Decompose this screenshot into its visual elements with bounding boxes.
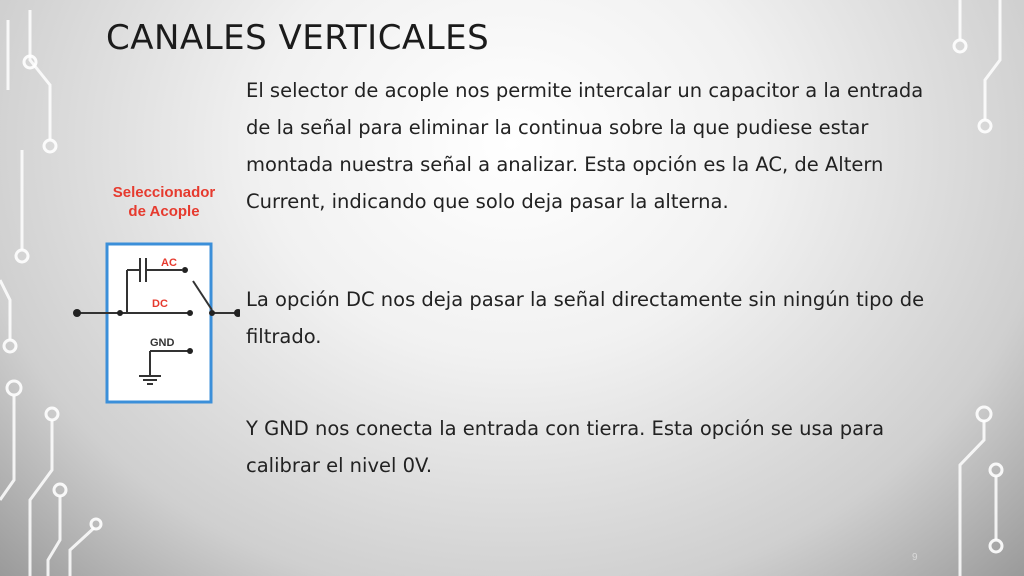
figure-caption-line2: de Acople	[128, 203, 200, 220]
selector-frame	[107, 244, 211, 402]
slide-title: CANALES VERTICALES	[106, 18, 490, 58]
coupling-selector-diagram	[60, 236, 240, 408]
paragraph-gnd-description: Y GND nos conecta la entrada con tierra. Esta opción se usa para calibrar el nivel 0V.	[246, 417, 885, 477]
label-dc: DC	[152, 298, 168, 310]
paragraph-dc-description: La opción DC nos deja pasar la señal directamente sin ningún tipo de filtrado.	[246, 288, 925, 348]
label-gnd: GND	[150, 337, 175, 349]
figure-caption	[94, 183, 234, 221]
figure-caption-line1: Seleccionador	[112, 184, 216, 201]
label-ac: AC	[161, 257, 177, 269]
page-number: 9	[912, 552, 918, 563]
paragraph-ac-description: El selector de acople nos permite intercalar un capacitor a la entrada de la señal para eliminar la continua sobre la que pudiese estar montada nuestra señal a analizar. Esta opción es la AC, de Altern Current, indicando que solo deja pasar la alterna.	[246, 79, 924, 213]
